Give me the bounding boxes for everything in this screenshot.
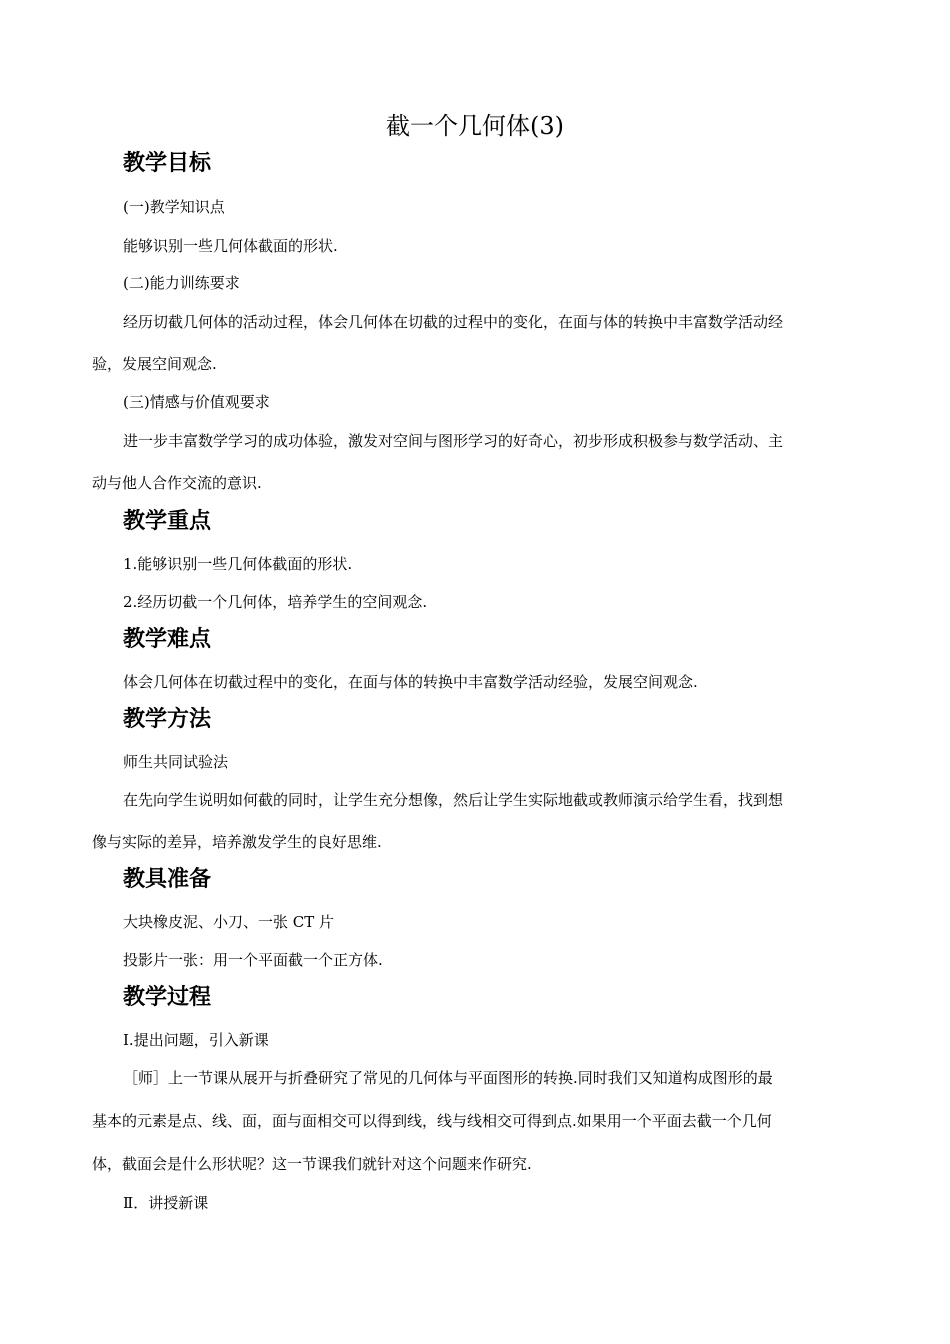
ability-text-line1: 经历切截几何体的活动过程，体会几何体在切截的过程中的变化，在面与体的转换中丰富数学活动经 <box>123 313 784 331</box>
emotion-label: (三)情感与价值观要求 <box>123 393 270 411</box>
key-point-item: 1.能够识别一些几何体截面的形状. <box>123 555 353 573</box>
method-text-line2: 像与实际的差异，培养激发学生的良好思维. <box>92 833 382 851</box>
process-step-2: Ⅱ．讲授新课 <box>123 1194 209 1212</box>
heading-methods: 教学方法 <box>123 707 212 732</box>
teacher-text-line1: ［师］上一节课从展开与折叠研究了常见的几何体与平面图形的转换.同时我们又知道构成图形的最 <box>123 1069 773 1087</box>
document-title: 截一个几何体(3) <box>386 112 564 140</box>
ability-text-line2: 验，发展空间观念. <box>92 355 217 373</box>
knowledge-label: (一)教学知识点 <box>123 198 225 216</box>
heading-process: 教学过程 <box>123 985 212 1010</box>
heading-teaching-aids: 教具准备 <box>123 867 212 892</box>
difficulties-text: 体会几何体在切截过程中的变化，在面与体的转换中丰富数学活动经验，发展空间观念. <box>123 673 698 691</box>
teacher-text-line2: 基本的元素是点、线、面，面与面相交可以得到线，线与线相交可得到点.如果用一个平面去截一个几何 <box>92 1112 772 1130</box>
method-name: 师生共同试验法 <box>123 753 229 771</box>
method-text-line1: 在先向学生说明如何截的同时，让学生充分想像，然后让学生实际地截或教师演示给学生看，找到想 <box>123 791 784 809</box>
teaching-aid-item: 大块橡皮泥、小刀、一张 CT 片 <box>123 913 335 931</box>
key-point-item: 2.经历切截一个几何体，培养学生的空间观念. <box>123 593 428 611</box>
heading-key-points: 教学重点 <box>123 509 212 534</box>
process-step-1: Ⅰ.提出问题，引入新课 <box>123 1031 269 1049</box>
ability-label: (二)能力训练要求 <box>123 274 240 292</box>
emotion-text-line2: 动与他人合作交流的意识. <box>92 474 262 492</box>
teacher-text-line3: 体，截面会是什么形状呢？这一节课我们就针对这个问题来作研究. <box>92 1155 532 1173</box>
teaching-aid-item: 投影片一张：用一个平面截一个正方体. <box>123 951 383 969</box>
knowledge-text: 能够识别一些几何体截面的形状. <box>123 237 338 255</box>
heading-objectives: 教学目标 <box>123 151 212 176</box>
heading-difficulties: 教学难点 <box>123 627 212 652</box>
emotion-text-line1: 进一步丰富数学学习的成功体验，激发对空间与图形学习的好奇心，初步形成积极参与数学活动、主 <box>123 432 784 450</box>
